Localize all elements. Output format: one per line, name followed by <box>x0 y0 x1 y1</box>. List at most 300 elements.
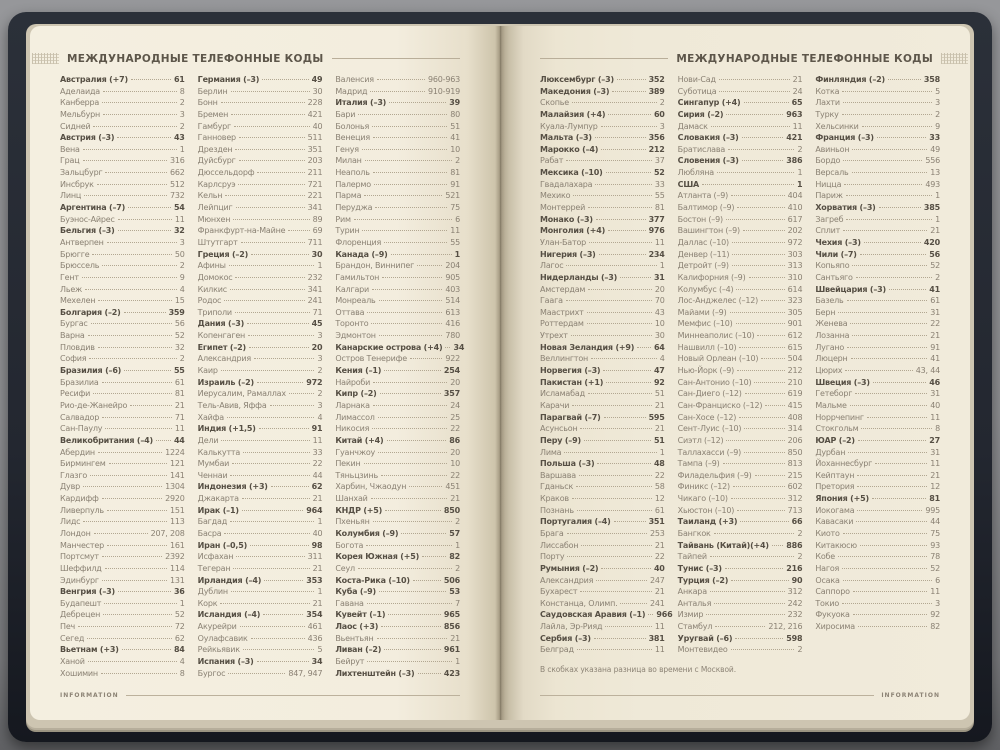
country-or-city-name: Мальме <box>815 400 847 410</box>
country-or-city-name: КНДР (+5) <box>335 505 383 515</box>
phone-code-entry <box>60 202 185 214</box>
dot-leader <box>737 510 785 511</box>
phone-code-entry <box>540 540 665 552</box>
dot-leader <box>221 440 309 441</box>
phone-code-entry <box>60 400 185 412</box>
country-or-city-name: Рио-де-Жанейро <box>60 400 128 410</box>
phone-code-value: 228 <box>307 98 323 108</box>
country-or-city-name: Лагос <box>540 261 564 271</box>
dot-leader <box>354 219 452 220</box>
country-or-city-name: Кипр (–2) <box>335 389 377 399</box>
dot-leader <box>614 521 646 522</box>
dot-leader <box>745 393 785 394</box>
phone-code-entry <box>335 284 460 296</box>
dot-leader <box>381 475 447 476</box>
country-or-city-name: Румыния (–2) <box>540 563 599 573</box>
phone-code-entry <box>815 621 940 633</box>
country-or-city-name: Манчестер <box>60 540 104 550</box>
dot-leader <box>371 323 442 324</box>
country-or-city-name: Новая Зеландия (+9) <box>540 342 635 352</box>
phone-code-value: 37 <box>654 156 665 166</box>
country-or-city-name: Асунсьон <box>540 424 578 434</box>
phone-code-value: 253 <box>650 528 665 538</box>
phone-code-value: 389 <box>648 86 665 96</box>
phone-code-value: 1 <box>455 657 461 667</box>
phone-code-entry <box>540 342 665 354</box>
country-or-city-name: Льеж <box>60 284 83 294</box>
dot-leader <box>846 219 932 220</box>
country-or-city-name: Денвер (–11) <box>677 249 730 259</box>
phone-code-value: 72 <box>174 622 185 632</box>
phone-code-entry <box>815 586 940 598</box>
phone-code-entry <box>540 97 665 109</box>
dot-leader <box>742 160 784 161</box>
country-or-city-name: Австралия (+7) <box>60 75 128 84</box>
phone-code-value: 4 <box>659 354 665 364</box>
phone-code-value: 232 <box>307 272 323 282</box>
country-or-city-name: Антверпен <box>60 237 104 247</box>
right-page-footer <box>540 691 940 700</box>
phone-code-entry <box>678 202 803 214</box>
country-or-city-name: Ливерпуль <box>60 505 104 515</box>
phone-code-value: 421 <box>786 133 803 143</box>
country-or-city-name: Вашингтон (–9) <box>677 226 740 236</box>
dot-leader <box>377 79 425 80</box>
phone-code-entry <box>815 505 940 517</box>
dot-leader <box>595 137 646 138</box>
phone-code-value: 62 <box>311 482 323 492</box>
country-or-city-name: Лайла, Эр-Рияд <box>540 622 603 632</box>
dot-leader <box>612 91 645 92</box>
country-or-city-name: Мюнхен <box>197 214 231 224</box>
phone-code-entry <box>198 144 323 156</box>
phone-code-entry <box>198 621 323 633</box>
dot-leader <box>733 486 785 487</box>
country-or-city-name: Кения (–1) <box>335 366 382 376</box>
footer-rule <box>126 695 460 696</box>
phone-code-entry <box>335 447 460 459</box>
dot-leader <box>257 382 303 383</box>
country-or-city-name: Токио <box>815 598 840 608</box>
phone-code-value: 41 <box>930 354 941 364</box>
country-or-city-name: Сингапур (+4) <box>677 98 741 108</box>
country-or-city-name: Лондон <box>60 528 91 538</box>
dot-leader <box>372 289 442 290</box>
phone-code-entry <box>815 237 940 249</box>
phone-code-value: 6 <box>455 214 461 224</box>
country-or-city-name: Гавана <box>335 598 364 608</box>
country-or-city-name: Сирия (–2) <box>677 109 724 119</box>
phone-code-entry <box>60 609 185 621</box>
phone-code-value: 314 <box>787 424 803 434</box>
phone-code-value: 1 <box>179 144 185 154</box>
phone-code-entry <box>198 132 323 144</box>
country-or-city-name: Милан <box>335 156 362 166</box>
phone-code-entry <box>335 249 460 261</box>
dot-leader <box>107 545 167 546</box>
phone-code-value: 1 <box>935 191 941 201</box>
phone-code-entry <box>60 284 185 296</box>
phone-code-value: 11 <box>174 214 185 224</box>
country-or-city-name: Бангкок <box>677 528 711 538</box>
phone-code-entry <box>60 621 185 633</box>
dot-leader <box>875 463 927 464</box>
phone-code-value: 247 <box>650 575 665 585</box>
country-or-city-name: Брюгге <box>60 249 90 259</box>
country-or-city-name: Таиланд (+3) <box>677 517 738 527</box>
phone-code-value: 780 <box>445 331 461 341</box>
phone-code-value: 55 <box>450 237 461 247</box>
phone-code-entry <box>198 668 323 680</box>
phone-code-entry <box>678 86 803 98</box>
phone-code-entry <box>198 109 323 121</box>
country-or-city-name: Брандон, Виннипег <box>335 261 415 271</box>
phone-code-entry <box>60 528 185 540</box>
dot-leader <box>761 358 784 359</box>
phone-code-value: 51 <box>653 435 665 445</box>
dot-leader <box>877 137 926 138</box>
phone-code-value: 44 <box>930 517 941 527</box>
phone-code-entry <box>540 377 665 389</box>
phone-code-value: 602 <box>787 482 803 492</box>
phone-code-value: 910-919 <box>427 86 461 96</box>
phone-code-value: 242 <box>787 598 803 608</box>
country-or-city-name: Чехия (–3) <box>815 237 861 247</box>
dot-leader <box>374 184 447 185</box>
right-page-header <box>540 52 968 65</box>
country-or-city-name: Даллас (–10) <box>677 237 729 247</box>
country-or-city-name: Гвадалахара <box>540 179 593 189</box>
phone-code-value: 619 <box>787 389 803 399</box>
country-or-city-name: Иокогама <box>815 505 855 515</box>
dot-leader <box>572 405 652 406</box>
phone-code-entry <box>335 237 460 249</box>
phone-code-entry <box>335 225 460 237</box>
country-or-city-name: Парагвай (–7) <box>540 412 601 422</box>
dot-leader <box>104 603 177 604</box>
phone-code-value: 81 <box>929 494 941 504</box>
phone-code-entry <box>60 377 185 389</box>
dot-leader <box>566 300 652 301</box>
country-or-city-name: Балтимор (–9) <box>677 203 735 213</box>
country-or-city-name: Портсмут <box>60 552 99 562</box>
phone-code-value: 62 <box>174 633 185 643</box>
phone-code-entry <box>335 155 460 167</box>
phone-code-value: 114 <box>170 563 185 573</box>
country-or-city-name: Израиль (–2) <box>197 377 254 387</box>
phone-code-value: 48 <box>653 459 665 469</box>
phone-code-value: 44 <box>173 435 185 445</box>
country-or-city-name: Малайзия (+4) <box>540 109 606 119</box>
country-or-city-name: Новый Орлеан (–10) <box>677 354 759 364</box>
country-or-city-name: Флоренция <box>335 237 382 247</box>
country-or-city-name: Мумбаи <box>197 459 230 469</box>
phone-code-value: 2 <box>179 354 185 364</box>
phone-code-value: 36 <box>173 587 185 597</box>
country-or-city-name: Амстердам <box>540 284 586 294</box>
phone-code-value: 856 <box>443 622 461 632</box>
dot-leader <box>572 102 657 103</box>
phone-code-value: 323 <box>787 296 803 306</box>
phone-code-entry <box>335 190 460 202</box>
codes-column <box>815 74 940 656</box>
phone-code-entry <box>815 284 940 296</box>
dot-leader <box>367 312 442 313</box>
phone-code-value: 404 <box>787 191 803 201</box>
phone-code-value: 81 <box>450 168 461 178</box>
phone-code-value: 972 <box>306 377 323 387</box>
phone-code-value: 2 <box>317 366 323 376</box>
country-or-city-name: Атланта (–9) <box>677 191 729 201</box>
phone-code-value: 8 <box>179 668 185 678</box>
phone-code-value: 212 <box>648 144 665 154</box>
phone-code-entry <box>198 598 323 610</box>
phone-code-value: 58 <box>654 482 665 492</box>
phone-code-value: 12 <box>654 494 665 504</box>
dot-leader <box>373 405 447 406</box>
dot-leader <box>118 591 171 592</box>
phone-code-value: 47 <box>653 366 665 376</box>
left-page-footer <box>60 691 460 700</box>
country-or-city-name: Ганновер <box>197 133 236 143</box>
phone-code-entry <box>335 295 460 307</box>
phone-code-entry <box>60 668 185 680</box>
country-or-city-name: Любляна <box>677 168 715 178</box>
phone-code-value: 504 <box>787 354 803 364</box>
phone-code-value: 40 <box>653 563 665 573</box>
phone-code-entry <box>815 493 940 505</box>
country-or-city-name: Нашвилл (–10) <box>677 342 737 352</box>
phone-code-value: 514 <box>445 296 461 306</box>
phone-code-entry <box>335 412 460 424</box>
phone-code-entry <box>198 272 323 284</box>
country-or-city-name: Дамаск <box>677 121 708 131</box>
dot-leader <box>373 521 453 522</box>
country-or-city-name: Познань <box>540 505 574 515</box>
country-or-city-name: Бари <box>335 109 356 119</box>
phone-code-entry <box>335 586 460 598</box>
country-or-city-name: Коста-Рика (–10) <box>335 575 410 585</box>
phone-code-entry <box>335 644 460 656</box>
phone-code-entry <box>678 586 803 598</box>
phone-code-value: 8 <box>935 424 941 434</box>
dot-leader <box>608 230 646 231</box>
dot-leader <box>732 265 785 266</box>
phone-code-entry <box>335 144 460 156</box>
dot-leader <box>388 614 441 615</box>
phone-code-entry <box>678 225 803 237</box>
country-or-city-name: Торонто <box>335 319 369 329</box>
country-or-city-name: Зальцбург <box>60 168 103 178</box>
country-or-city-name: Ирландия (–4) <box>197 575 262 585</box>
phone-code-value: 310 <box>787 272 803 282</box>
phone-code-value: 556 <box>925 156 941 166</box>
country-or-city-name: Оулафсавик <box>197 633 248 643</box>
phone-code-entry <box>678 260 803 272</box>
phone-code-value: 207, 208 <box>150 528 185 538</box>
phone-code-entry <box>815 388 940 400</box>
left-page <box>30 26 500 720</box>
dot-leader <box>102 102 177 103</box>
country-or-city-name: Мадрид <box>335 86 368 96</box>
page-title: МЕЖДУНАРОДНЫЕ ТЕЛЕФОННЫЕ КОДЫ <box>676 52 933 65</box>
dot-leader <box>225 195 304 196</box>
country-or-city-name: Греция (–2) <box>197 249 249 259</box>
phone-code-value: 2 <box>455 563 461 573</box>
country-or-city-name: Ресифи <box>60 389 91 399</box>
phone-code-entry <box>678 307 803 319</box>
country-or-city-name: Оттава <box>335 307 365 317</box>
phone-code-value: 44 <box>312 470 323 480</box>
phone-code-entry <box>678 121 803 133</box>
phone-code-entry <box>540 74 665 86</box>
phone-code-entry <box>335 132 460 144</box>
phone-code-entry <box>540 237 665 249</box>
dot-leader <box>742 137 784 138</box>
phone-code-entry <box>198 493 323 505</box>
country-or-city-name: Фукуока <box>815 610 850 620</box>
phone-code-value: 1 <box>317 587 323 597</box>
phone-code-entry <box>198 307 323 319</box>
phone-code-value: 71 <box>312 307 323 317</box>
phone-code-value: 11 <box>930 412 941 422</box>
country-or-city-name: Лугано <box>815 342 845 352</box>
dot-leader <box>105 428 172 429</box>
dot-leader <box>93 393 172 394</box>
country-or-city-name: Будапешт <box>60 598 102 608</box>
country-or-city-name: Килкис <box>197 284 227 294</box>
phone-code-value: 81 <box>174 389 185 399</box>
dot-leader <box>239 137 305 138</box>
dot-leader <box>118 219 172 220</box>
phone-code-value: 81 <box>654 203 665 213</box>
phone-code-value: 21 <box>654 587 665 597</box>
country-or-city-name: Лихтенштейн (–3) <box>335 668 415 678</box>
country-or-city-name: Хайфа <box>197 412 224 422</box>
dot-leader <box>739 347 784 348</box>
phone-code-entry <box>815 97 940 109</box>
dot-leader <box>608 114 651 115</box>
phone-code-value: 92 <box>930 610 941 620</box>
phone-code-value: 617 <box>787 214 803 224</box>
phone-code-value: 22 <box>450 470 461 480</box>
phone-code-value: 33 <box>312 447 323 457</box>
dot-leader <box>380 393 441 394</box>
country-or-city-name: Кувейт (–1) <box>335 610 386 620</box>
phone-code-entry <box>540 423 665 435</box>
dot-leader <box>230 289 305 290</box>
dot-leader <box>711 126 790 127</box>
phone-code-value: 91 <box>450 179 461 189</box>
phone-code-entry <box>540 621 665 633</box>
country-or-city-name: Детройт (–9) <box>677 261 729 271</box>
phone-code-value: 963 <box>786 109 803 119</box>
country-or-city-name: Бургос <box>197 668 226 678</box>
country-or-city-name: Братислава <box>677 144 726 154</box>
phone-code-entry <box>60 74 185 86</box>
phone-code-value: 11 <box>930 459 941 469</box>
dot-leader <box>847 347 927 348</box>
phone-code-entry <box>335 505 460 517</box>
phone-code-entry <box>678 528 803 540</box>
phone-code-entry <box>335 528 460 540</box>
phone-code-value: 151 <box>170 505 185 515</box>
dot-leader <box>235 277 304 278</box>
phone-code-value: 354 <box>306 610 323 620</box>
phone-code-entry <box>198 505 323 517</box>
country-or-city-name: Богота <box>335 540 364 550</box>
phone-code-value: 711 <box>307 237 323 247</box>
country-or-city-name: Мехико <box>540 191 571 201</box>
time-difference-footnote: В скобках указана разница во времени с Москвой. <box>540 665 736 675</box>
phone-code-entry <box>335 435 460 447</box>
phone-code-entry <box>335 423 460 435</box>
phone-code-entry <box>540 458 665 470</box>
dot-leader <box>737 370 785 371</box>
dot-leader <box>241 242 305 243</box>
country-or-city-name: Дебрецен <box>60 610 101 620</box>
phone-code-value: 386 <box>786 156 803 166</box>
dot-leader <box>858 626 927 627</box>
phone-code-value: 30 <box>312 86 323 96</box>
country-or-city-name: Каир <box>197 366 218 376</box>
dot-leader <box>371 498 448 499</box>
phone-code-value: 89 <box>312 214 323 224</box>
country-or-city-name: Сегед <box>60 633 85 643</box>
phone-code-value: 31 <box>653 272 665 282</box>
phone-code-value: 511 <box>307 133 323 143</box>
phone-code-entry <box>815 74 940 86</box>
country-or-city-name: Хельсинки <box>815 121 859 131</box>
phone-code-entry <box>60 167 185 179</box>
country-or-city-name: Лимассол <box>335 412 375 422</box>
phone-code-entry <box>198 365 323 377</box>
country-or-city-name: Ханой <box>60 657 85 667</box>
dot-leader <box>102 265 177 266</box>
dot-leader <box>597 463 650 464</box>
country-or-city-name: Болгария (–2) <box>60 307 121 317</box>
phone-code-entry <box>335 668 460 680</box>
dot-leader <box>772 545 783 546</box>
country-or-city-name: Палермо <box>335 179 371 189</box>
phone-code-value: 232 <box>787 610 803 620</box>
country-or-city-name: Филадельфия (–9) <box>677 470 752 480</box>
phone-code-value: 43 <box>654 307 665 317</box>
dot-leader <box>228 673 285 674</box>
phone-code-value: 64 <box>653 342 665 352</box>
country-or-city-name: Стокгольм <box>815 424 859 434</box>
phone-code-value: 493 <box>925 179 941 189</box>
dot-leader <box>842 91 932 92</box>
dot-leader <box>587 323 652 324</box>
phone-code-value: 241 <box>650 598 665 608</box>
phone-code-value: 421 <box>307 109 323 119</box>
country-or-city-name: Тегеран <box>197 563 231 573</box>
phone-code-value: 850 <box>787 447 803 457</box>
phone-code-value: 98 <box>311 540 323 550</box>
phone-code-entry <box>198 214 323 226</box>
dot-leader <box>118 230 171 231</box>
phone-code-value: 203 <box>307 156 323 166</box>
country-or-city-name: Мемфис (–10) <box>677 319 733 329</box>
dot-leader <box>271 486 309 487</box>
phone-code-value: 52 <box>174 610 185 620</box>
phone-code-entry <box>815 540 940 552</box>
country-or-city-name: Гетеборг <box>815 389 853 399</box>
dot-leader <box>384 370 441 371</box>
phone-code-entry <box>678 342 803 354</box>
country-or-city-name: Харбин, Чжаодун <box>335 482 407 492</box>
